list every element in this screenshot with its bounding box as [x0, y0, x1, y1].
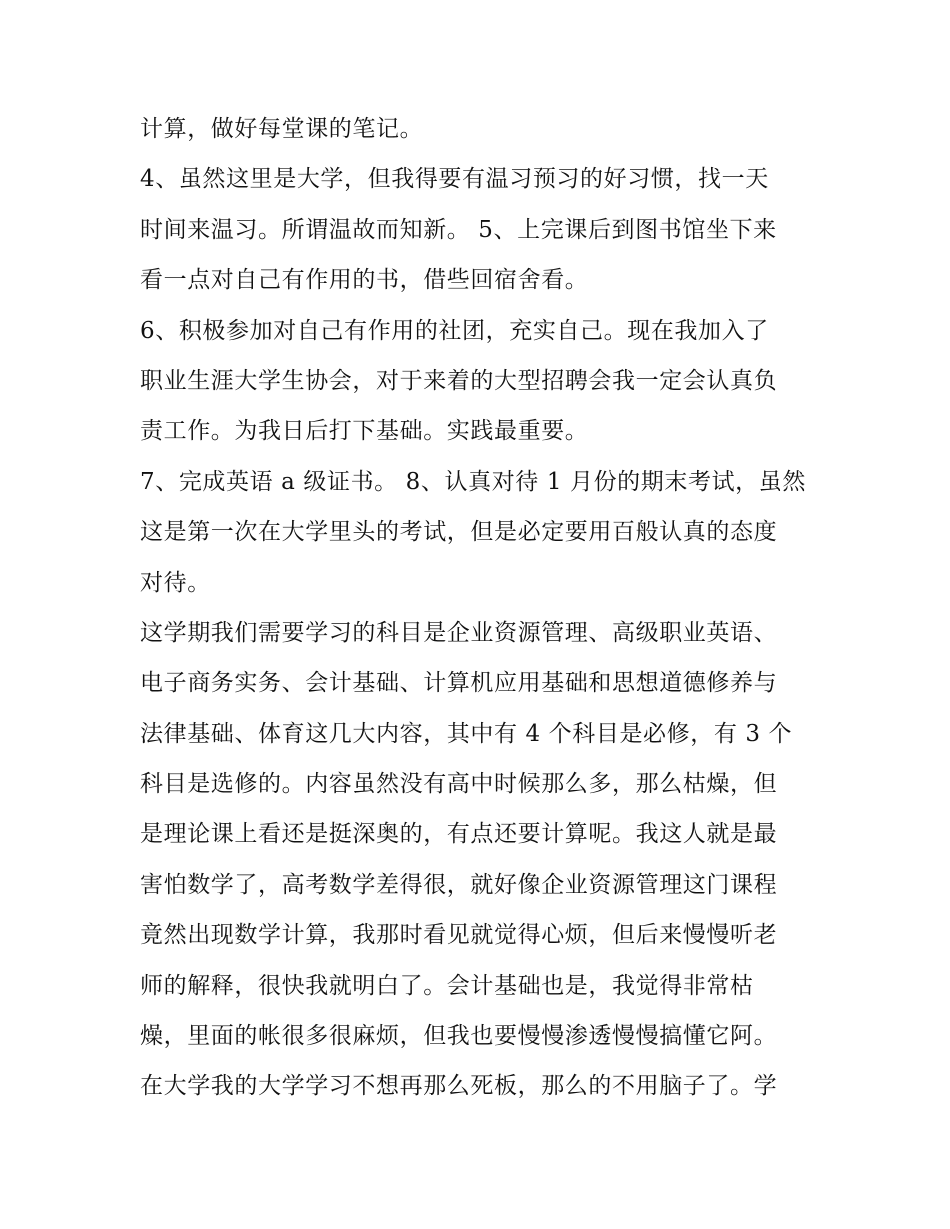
text-line: 看一点对自己有作用的书，借些回宿舍看。: [140, 267, 589, 294]
text-line: 法律基础、体育这几大内容，其中有 4 个科目是必修，有 3 个: [140, 720, 793, 747]
text-line: 对待。: [140, 569, 211, 596]
text-line: 计算，做好每堂课的笔记。: [140, 116, 424, 142]
text-line: 职业生涯大学生协会，对于来着的大型招聘会我一定会认真负: [140, 367, 778, 394]
body-text: [140, 104, 830, 1112]
text-line: 在大学我的大学学习不想再那么死板，那么的不用脑子了。学: [140, 1073, 778, 1100]
text-line: 师的解释，很快我就明白了。会计基础也是，我觉得非常枯: [140, 972, 754, 999]
text-line: 时间来温习。所谓温故而知新。 5、上完课后到图书馆坐下来: [140, 216, 777, 243]
text-line: 燥，里面的帐很多很麻烦，但我也要慢慢渗透慢慢搞懂它阿。: [140, 1023, 778, 1050]
text-line: 这是第一次在大学里头的考试，但是必定要用百般认真的态度: [140, 519, 778, 546]
text-line: 7、完成英语 a 级证书。 8、认真对待 1 月份的期末考试，虽然: [140, 468, 806, 495]
text-line: 6、积极参加对自己有作用的社团，充实自己。现在我加入了: [140, 317, 769, 344]
text-line: 害怕数学了，高考数学差得很，就好像企业资源管理这门课程: [140, 871, 778, 898]
text-line: 电子商务实务、会计基础、计算机应用基础和思想道德修养与: [140, 670, 778, 697]
text-line: 科目是选修的。内容虽然没有高中时候那么多，那么枯燥，但: [140, 771, 778, 798]
text-line: 竟然出现数学计算，我那时看见就觉得心烦，但后来慢慢听老: [140, 922, 778, 949]
text-line: 责工作。为我日后打下基础。实践最重要。: [140, 418, 589, 445]
text-line: 这学期我们需要学习的科目是企业资源管理、高级职业英语、: [140, 619, 778, 646]
text-line: 是理论课上看还是挺深奥的，有点还要计算呢。我这人就是最: [140, 821, 778, 848]
text-line: 4、虽然这里是大学，但我得要有温习预习的好习惯，找一天: [140, 166, 769, 193]
